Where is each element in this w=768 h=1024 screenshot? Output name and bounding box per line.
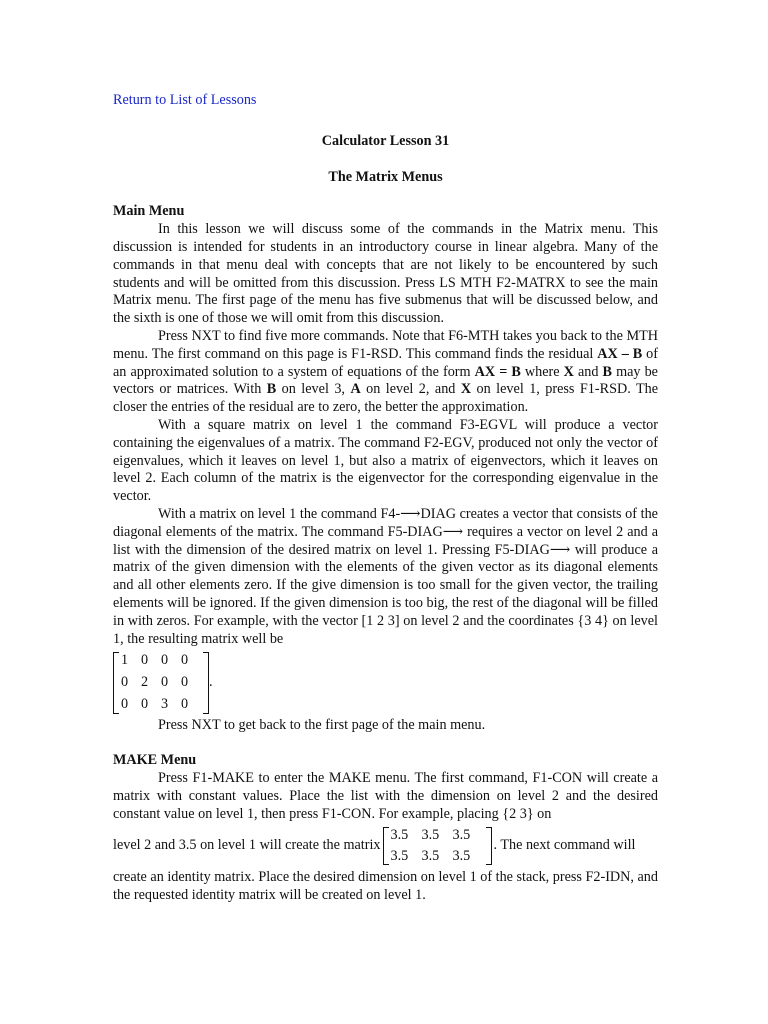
diag-matrix-row xyxy=(121,694,201,716)
con-matrix-cell: 3.5 xyxy=(421,847,440,864)
make-menu-inline-text-b: . The next command will xyxy=(493,837,636,854)
make-menu-paragraph-2: create an identity matrix. Place the desired dimension on level 1 of the stack, press F2-IDN, and the requested identity matrix will be created on level 1. xyxy=(113,869,658,904)
con-matrix-row xyxy=(391,846,484,867)
make-menu-inline-text-a: level 2 and 3.5 on level 1 will create the matrix xyxy=(113,837,381,854)
main-menu-heading: Main Menu xyxy=(113,203,185,220)
diag-matrix-cell: 0 xyxy=(121,674,129,691)
make-menu-section xyxy=(113,752,658,905)
con-matrix-cell: 3.5 xyxy=(390,826,409,843)
constant-example-matrix xyxy=(383,825,492,867)
diag-matrix-cell: 0 xyxy=(181,674,189,691)
lesson-page xyxy=(113,92,658,905)
con-matrix-cell: 3.5 xyxy=(452,826,471,843)
return-to-lessons-link[interactable]: Return to List of Lessons xyxy=(113,92,257,108)
con-matrix-cell: 3.5 xyxy=(452,847,471,864)
diag-matrix-cell: 3 xyxy=(161,696,169,713)
diag-matrix-cell: 2 xyxy=(141,674,149,691)
diag-matrix-cell: 0 xyxy=(121,696,129,713)
main-menu-paragraph-3: With a square matrix on level 1 the command F3-EGVL will produce a vector containing the eigenvalues of a matrix. The command F2-EGV, produced not only the vector of eigenvalues, which it leaves on level 1, but also a matrix of eigenvectors, which it leaves on level 2. Each column of the matrix is the eigenvector for the corresponding eigenvalue in the vector. xyxy=(113,416,658,505)
main-menu-paragraph-5: Press NXT to get back to the first page of the main menu. xyxy=(158,717,486,734)
main-menu-paragraph-4: With a matrix on level 1 the command F4-⟶DIAG creates a vector that consists of the diagonal elements of the matrix. The command F5-DIAG⟶ requires a vector on level 2 and a list with the dimension of the desired matrix on level 1. Pressing F5-DIAG⟶ will produce a matrix of the given dimension with the elements of the given vector as its diagonal elements and all other elements zero. If the give dimension is too small for the given vector, the trailing elements will be ignored. If the given dimension is too big, the rest of the diagonal will be filled in with zeros. For example, with the vector [1 2 3] on level 2 and the coordinates {3 4} on level 1, the resulting matrix well be xyxy=(113,505,658,647)
lesson-subtitle: The Matrix Menus xyxy=(328,168,443,185)
lesson-title: Calculator Lesson 31 xyxy=(321,132,450,149)
diag-matrix-cell: 0 xyxy=(141,652,149,669)
main-menu-paragraph-2: Press NXT to find five more commands. Note that F6-MTH takes you back to the MTH menu. The first command on this page is F1-RSD. This command finds the residual AX – B of an approximated solution to a system of equations of the form AX = B where X and B may be vectors or matrices. With B on level 3, A on level 2, and X on level 1, press F1-RSD. The closer the entries of the residual are to zero, the better the approximation. xyxy=(113,327,659,416)
diag-matrix-row xyxy=(121,650,201,672)
make-menu-heading: MAKE Menu xyxy=(113,752,197,769)
make-menu-inline-line xyxy=(113,825,658,867)
main-menu-section xyxy=(113,203,658,735)
diag-matrix-row xyxy=(121,672,201,694)
diag-matrix-cell: 0 xyxy=(181,696,189,713)
main-menu-paragraph-1: In this lesson we will discuss some of the commands in the Matrix menu. This discussion is intended for students in an introductory course in linear algebra. Many of the commands in that menu deal with concepts that are not likely to be encountered by such students and will be omitted from this discussion. Press LS MTH F2-MATRX to see the main Matrix menu. The first page of the menu has five submenus that will be discussed below, and the sixth is one of those we will omit from this discussion. xyxy=(113,221,658,327)
diag-example-matrix xyxy=(113,650,209,716)
con-matrix-cell: 3.5 xyxy=(421,826,440,843)
diag-matrix-cell: 0 xyxy=(181,652,189,669)
diag-matrix-cell: 1 xyxy=(121,652,129,669)
make-menu-paragraph-1: Press F1-MAKE to enter the MAKE menu. The first command, F1-CON will create a matrix with constant values. Place the list with the dimension on level 2 and the desired constant value on level 1, then press F1-CON. For example, placing {2 3} on xyxy=(113,769,658,822)
diag-matrix-cell: 0 xyxy=(161,652,169,669)
con-matrix-cell: 3.5 xyxy=(390,847,409,864)
diag-matrix-cell: 0 xyxy=(141,696,149,713)
matrix-period: . xyxy=(209,674,213,691)
diag-matrix-cell: 0 xyxy=(161,674,169,691)
con-matrix-row xyxy=(391,825,484,846)
diag-example-matrix-block xyxy=(113,650,658,716)
